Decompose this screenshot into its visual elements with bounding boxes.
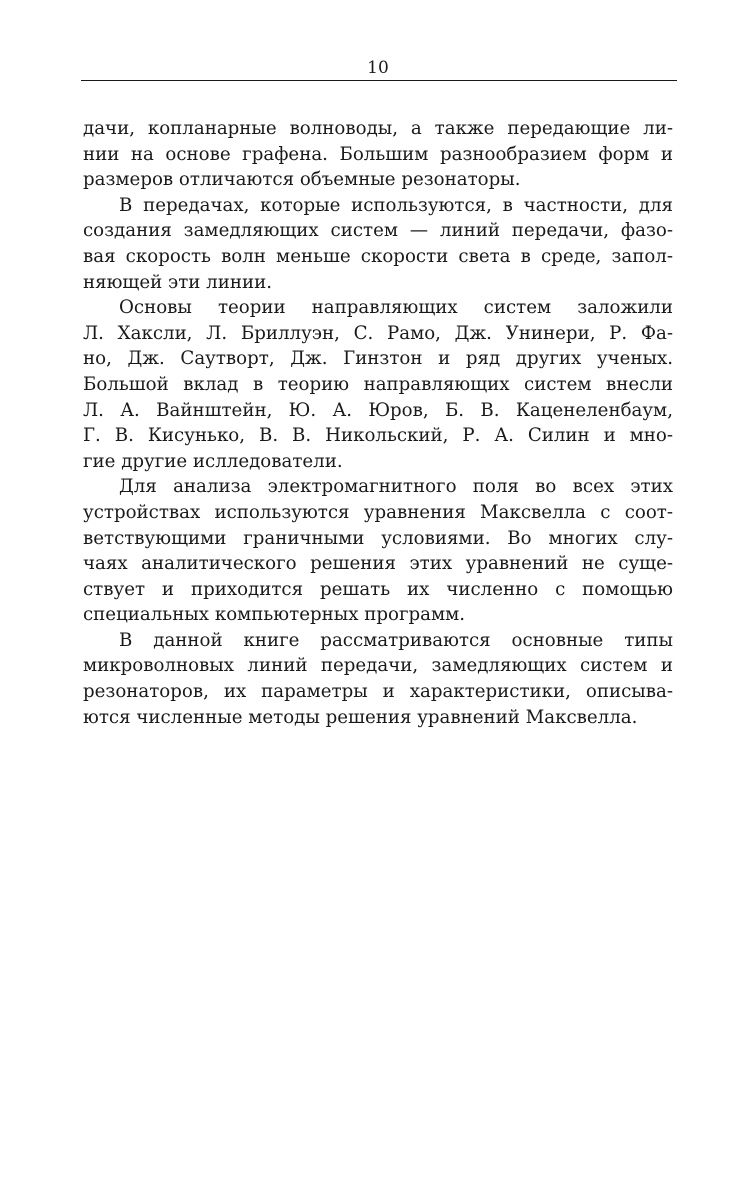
- text-line: но, Дж. Саутворт, Дж. Гинзтон и ряд других ученых.: [83, 348, 673, 370]
- paragraph-4: [83, 474, 673, 628]
- text-line: В данной книге рассматриваются основные типы: [119, 629, 673, 651]
- text-line: ются численные методы решения уравнений Максвелла.: [83, 706, 638, 728]
- text-line: размеров отличаются объемные резонаторы.: [83, 169, 521, 191]
- page-number: 10: [367, 58, 389, 78]
- text-line: резонаторов, их параметры и характеристики, описыва-: [83, 681, 673, 703]
- paragraph-5: [83, 628, 673, 730]
- text-line: устройствах используются уравнения Максвелла с соот-: [83, 501, 673, 523]
- text-line: Г. В. Кисунько, В. В. Никольский, Р. А. Силин и мно-: [83, 425, 673, 447]
- text-line: вая скорость волн меньше скорости света в среде, запол-: [83, 245, 673, 267]
- text-line: Основы теории направляющих систем заложили: [119, 297, 673, 319]
- text-line: гие другие ислледователи.: [83, 450, 343, 472]
- text-line: Для анализа электромагнитного поля во всех этих: [119, 476, 673, 498]
- paragraph-2: [83, 193, 673, 295]
- text-line: чаях аналитического решения этих уравнений не суще-: [83, 553, 673, 575]
- text-line: ветствующими граничными условиями. Во многих слу-: [83, 527, 673, 549]
- text-line: Л. Хаксли, Л. Бриллуэн, С. Рамо, Дж. Унинери, Р. Фа-: [83, 322, 673, 344]
- text-line: В передачах, которые используются, в частности, для: [119, 194, 673, 216]
- header-rule: [81, 80, 677, 81]
- text-line: создания замедляющих систем — линий передачи, фазо-: [83, 220, 673, 242]
- text-line: дачи, копланарные волноводы, а также передающие ли-: [83, 118, 673, 139]
- text-line: нии на основе графена. Большим разнообразием форм и: [83, 143, 673, 165]
- paragraph-3: [83, 295, 673, 474]
- text-line: микроволновых линий передачи, замедляющих систем и: [83, 655, 673, 677]
- paragraph-1: [83, 116, 673, 193]
- text-line: ствует и приходится решать их численно с помощью: [83, 578, 673, 600]
- text-line: специальных компьютерных программ.: [83, 604, 466, 626]
- text-line: Большой вклад в теорию направляющих систем внесли: [83, 373, 673, 395]
- text-line: няющей эти линии.: [83, 271, 272, 293]
- text-line: Л. А. Вайнштейн, Ю. А. Юров, Б. В. Каценеленбаум,: [83, 399, 673, 421]
- body-text: [83, 116, 673, 730]
